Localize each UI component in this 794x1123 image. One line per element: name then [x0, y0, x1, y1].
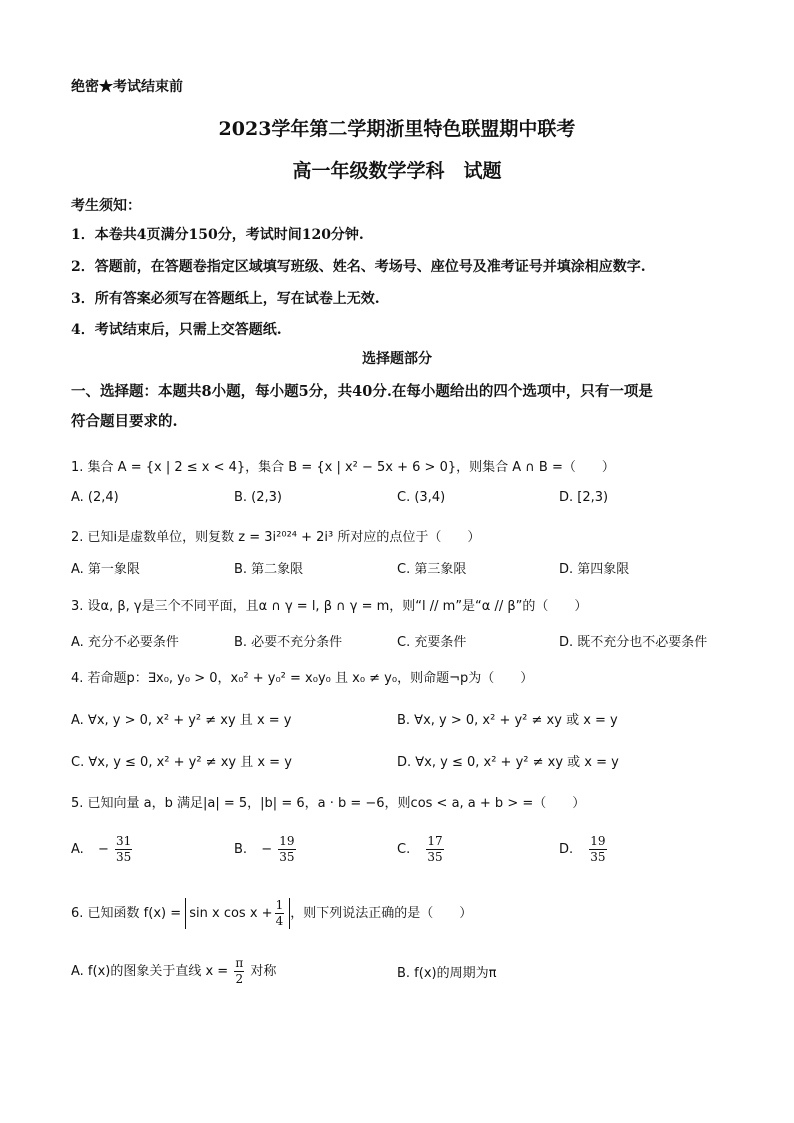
- q1-option-b: B. (2,3): [234, 490, 283, 505]
- q6-stem-suffix: ，则下列说法正确的是（ ）: [290, 906, 473, 921]
- fraction-numerator: 19: [279, 834, 295, 848]
- note-item: 3．所有答案必须写在答题纸上，写在试卷上无效.: [71, 291, 380, 307]
- q2-option-d: D. 第四象限: [559, 562, 630, 577]
- q3-option-c: C. 充要条件: [397, 635, 467, 650]
- fraction-denominator: 35: [427, 850, 443, 864]
- option-sign: −: [97, 842, 109, 857]
- confidential-mark: 绝密★考试结束前: [71, 79, 183, 95]
- option-label: B.: [234, 842, 248, 857]
- option-label: D.: [559, 842, 574, 857]
- q3-option-d: D. 既不充分也不必要条件: [559, 635, 708, 650]
- q2-option-a: A. 第一象限: [71, 562, 140, 577]
- q5-option-a: [71, 834, 134, 865]
- fraction-numerator: 17: [427, 834, 443, 848]
- note-item: 4．考试结束后，只需上交答题纸.: [71, 322, 282, 338]
- option-fraction: [278, 834, 295, 865]
- part-instructions-cont: 符合题目要求的.: [71, 413, 178, 430]
- q5-option-d: [559, 834, 609, 865]
- q6-option-a-prefix: A. f(x)的图象关于直线 x =: [71, 964, 233, 979]
- q5-option-b: [234, 834, 298, 865]
- part-instructions: 一、选择题：本题共8小题，每小题5分，共40分.在每小题给出的四个选项中，只有一项是: [71, 383, 653, 400]
- q2-option-c: C. 第三象限: [397, 562, 467, 577]
- q3-option-b: B. 必要不充分条件: [234, 635, 343, 650]
- fraction-denominator: 35: [590, 850, 606, 864]
- fraction-numerator: π: [235, 956, 244, 970]
- question-4-stem: 4. 若命题p：∃x₀, y₀ > 0，x₀² + y₀² = x₀y₀ 且 x₀ ≠ y₀，则命题¬p为（ ）: [71, 671, 534, 686]
- q2-option-b: B. 第二象限: [234, 562, 304, 577]
- fraction-denominator: 2: [235, 972, 244, 986]
- option-label: C.: [397, 842, 411, 857]
- section-title: 选择题部分: [362, 351, 432, 367]
- q6-stem-prefix: 6. 已知函数 f(x) =: [71, 906, 186, 921]
- exam-subtitle: 高一年级数学学科 试题: [292, 160, 502, 182]
- fraction-numerator: 1: [275, 898, 284, 912]
- fraction-denominator: 35: [115, 850, 132, 864]
- option-label: A.: [71, 842, 84, 857]
- fraction-denominator: 4: [275, 914, 284, 928]
- q1-option-a: A. (2,4): [71, 490, 119, 505]
- q6-option-a-suffix: 对称: [246, 964, 277, 979]
- question-1-stem: 1. 集合 A = {x | 2 ≤ x < 4}，集合 B = {x | x² − 5x + 6 > 0}，则集合 A ∩ B =（ ）: [71, 460, 615, 475]
- notes-heading: 考生须知：: [71, 198, 141, 214]
- question-2-stem: 2. 已知i是虚数单位，则复数 z = 3i²⁰²⁴ + 2i³ 所对应的点位于（ ）: [71, 530, 481, 545]
- q6-fraction: [275, 898, 285, 929]
- fraction-numerator: 19: [590, 834, 606, 848]
- q3-option-a: A. 充分不必要条件: [71, 635, 179, 650]
- fraction-denominator: 35: [279, 850, 295, 864]
- option-fraction: [589, 834, 606, 865]
- option-fraction: [234, 956, 244, 987]
- option-fraction: [115, 834, 132, 865]
- q4-option-b: B. ∀x, y > 0, x² + y² ≠ xy 或 x = y: [397, 713, 618, 728]
- absolute-value: [185, 898, 290, 929]
- option-sign: −: [261, 842, 273, 857]
- option-fraction: [426, 834, 443, 865]
- q6-option-a: [71, 956, 276, 987]
- q6-option-b: B. f(x)的周期为π: [397, 966, 497, 981]
- q1-option-d: D. [2,3): [559, 490, 609, 505]
- question-5-stem: 5. 已知向量 a，b 满足|a| = 5，|b| = 6，a · b = −6，则cos < a, a + b > =（ ）: [71, 796, 586, 811]
- abs-expression: sin x cos x +: [189, 906, 273, 921]
- q5-option-c: [397, 834, 446, 865]
- q4-option-d: D. ∀x, y ≤ 0, x² + y² ≠ xy 或 x = y: [397, 755, 619, 770]
- question-6-stem: [71, 898, 472, 929]
- note-item: 1．本卷共4页满分150分，考试时间120分钟.: [71, 227, 364, 243]
- exam-title: 2023学年第二学期浙里特色联盟期中联考: [218, 118, 576, 140]
- note-item: 2．答题前，在答题卷指定区域填写班级、姓名、考场号、座位号及准考证号并填涂相应数字.: [71, 259, 646, 275]
- fraction-numerator: 31: [115, 834, 132, 848]
- question-3-stem: 3. 设α, β, γ是三个不同平面，且α ∩ γ = l, β ∩ γ = m，则“l // m”是“α // β”的（ ）: [71, 599, 588, 614]
- q1-option-c: C. (3,4): [397, 490, 446, 505]
- q4-option-a: A. ∀x, y > 0, x² + y² ≠ xy 且 x = y: [71, 713, 292, 728]
- q4-option-c: C. ∀x, y ≤ 0, x² + y² ≠ xy 且 x = y: [71, 755, 292, 770]
